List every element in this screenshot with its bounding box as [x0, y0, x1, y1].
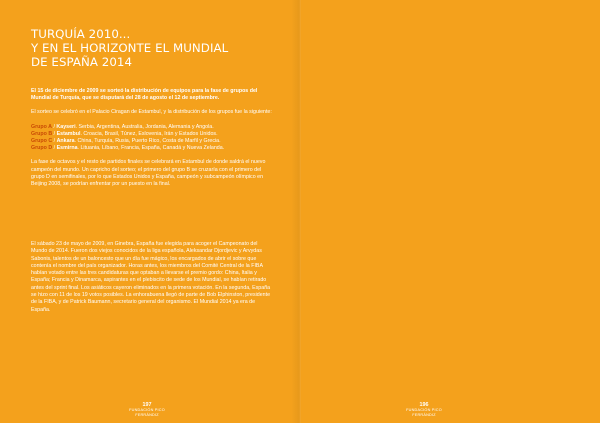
folio-right	[394, 402, 454, 418]
group-label: Grupo D	[31, 145, 53, 152]
group-separator: /	[52, 130, 57, 137]
group-city: Ankara	[56, 138, 75, 145]
group-teams: . China, Turquía, Rusia, Puerto Rico, Costa de Marfil y Grecia.	[74, 138, 221, 145]
group-separator: /	[52, 145, 57, 152]
group-label: Grupo B	[31, 130, 53, 137]
body-text	[31, 88, 273, 195]
group-teams: . Serbia, Argentina, Australia, Jordania, Alemania y Angola.	[75, 123, 214, 130]
folio-organization: FUNDACIÓN PICO FERRÁNDIZ	[129, 408, 165, 417]
page-gutter	[299, 0, 301, 423]
group-list	[31, 124, 273, 153]
group-item-c	[31, 138, 273, 145]
gutter-shadow	[291, 0, 299, 423]
folio-left	[117, 402, 177, 418]
group-item-b	[31, 131, 273, 138]
group-label: Grupo A	[31, 123, 52, 130]
lead-paragraph: El 15 de diciembre de 2009 se sorteó la distribución de equipos para la fase de grupos del Mundial de Turquía, que se disputará del 28 de agosto el 12 de septiembre.	[31, 88, 258, 102]
group-item-a	[31, 124, 273, 131]
page-number: 197	[142, 402, 152, 408]
group-city: Estambul	[56, 130, 81, 137]
title-line-2: Y EN EL HORIZONTE EL MUNDIAL	[31, 41, 229, 56]
group-separator: /	[52, 138, 57, 145]
chapter-title	[31, 27, 281, 70]
folio-organization: FUNDACIÓN PICO FERRÁNDIZ	[406, 408, 442, 417]
mundial-2014-paragraph: El sábado 23 de mayo de 2009, en Ginebra, España fue elegida para acoger el Campeonato del Mundo de 2014. Fueron dos viejos conocidos de la liga española, Aleksandar Djordjevic y Arvydas Sabonis, talentos de un baloncesto que un día fue mágico, los encargados de abrir el sobre que contenía el nombre del país organizador. Horas antes, los miembros del Comité Central de la FIBA habían votado entre las tres candidaturas que optaban a llevarse el premio gordo: China, Italia y España; Francia y Dinamarca, aspirantes en el plebiscito de sede de los Mundial, se habían retirado antes del sprint final. Los asiáticos cayeron eliminados en la primera votación. En la segunda, España se hizo con 11 de los 19 votos posibles. La enhorabuena llegó de parte de Bob Elphinston, presidente de la FIBA, y de Patrick Baumann, secretario general del organismo. El Mundial 2014 ya era de España.	[31, 241, 271, 313]
title-line-3: DE ESPAÑA 2014	[31, 55, 133, 70]
page-number: 196	[419, 402, 429, 408]
group-teams: . Croacia, Brasil, Túnez, Eslovenia, Irán y Estados Unidos.	[80, 130, 218, 137]
group-label: Grupo C	[31, 138, 53, 145]
group-separator: /	[52, 123, 57, 130]
group-teams: . Lituania, Líbano, Francia, España, Canadá y Nueva Zelanda.	[77, 145, 225, 152]
final-phase-paragraph: La fase de octavos y el resto de partidos finales se celebrará en Estambul de donde saldrá el nuevo campeón del mundo. Un capricho del sorteo; el primero del grupo B se cruzaría con el primero del grupo D en semifinales, por lo que Estados Unidos y España, campeón y subcampeón olímpico en Beijing 2008, se podrían enfrentar por un puesto en la final.	[31, 159, 266, 188]
group-item-d	[31, 145, 273, 152]
group-city: Kayseri	[56, 123, 76, 130]
title-line-1: TURQUÍA 2010...	[31, 27, 131, 41]
group-city: Esmirna	[56, 145, 78, 152]
intro-paragraph: El sorteo se celebró en el Palacio Ciragan de Estambul, y la distribución de los grupos fue la siguiente:	[31, 109, 272, 116]
